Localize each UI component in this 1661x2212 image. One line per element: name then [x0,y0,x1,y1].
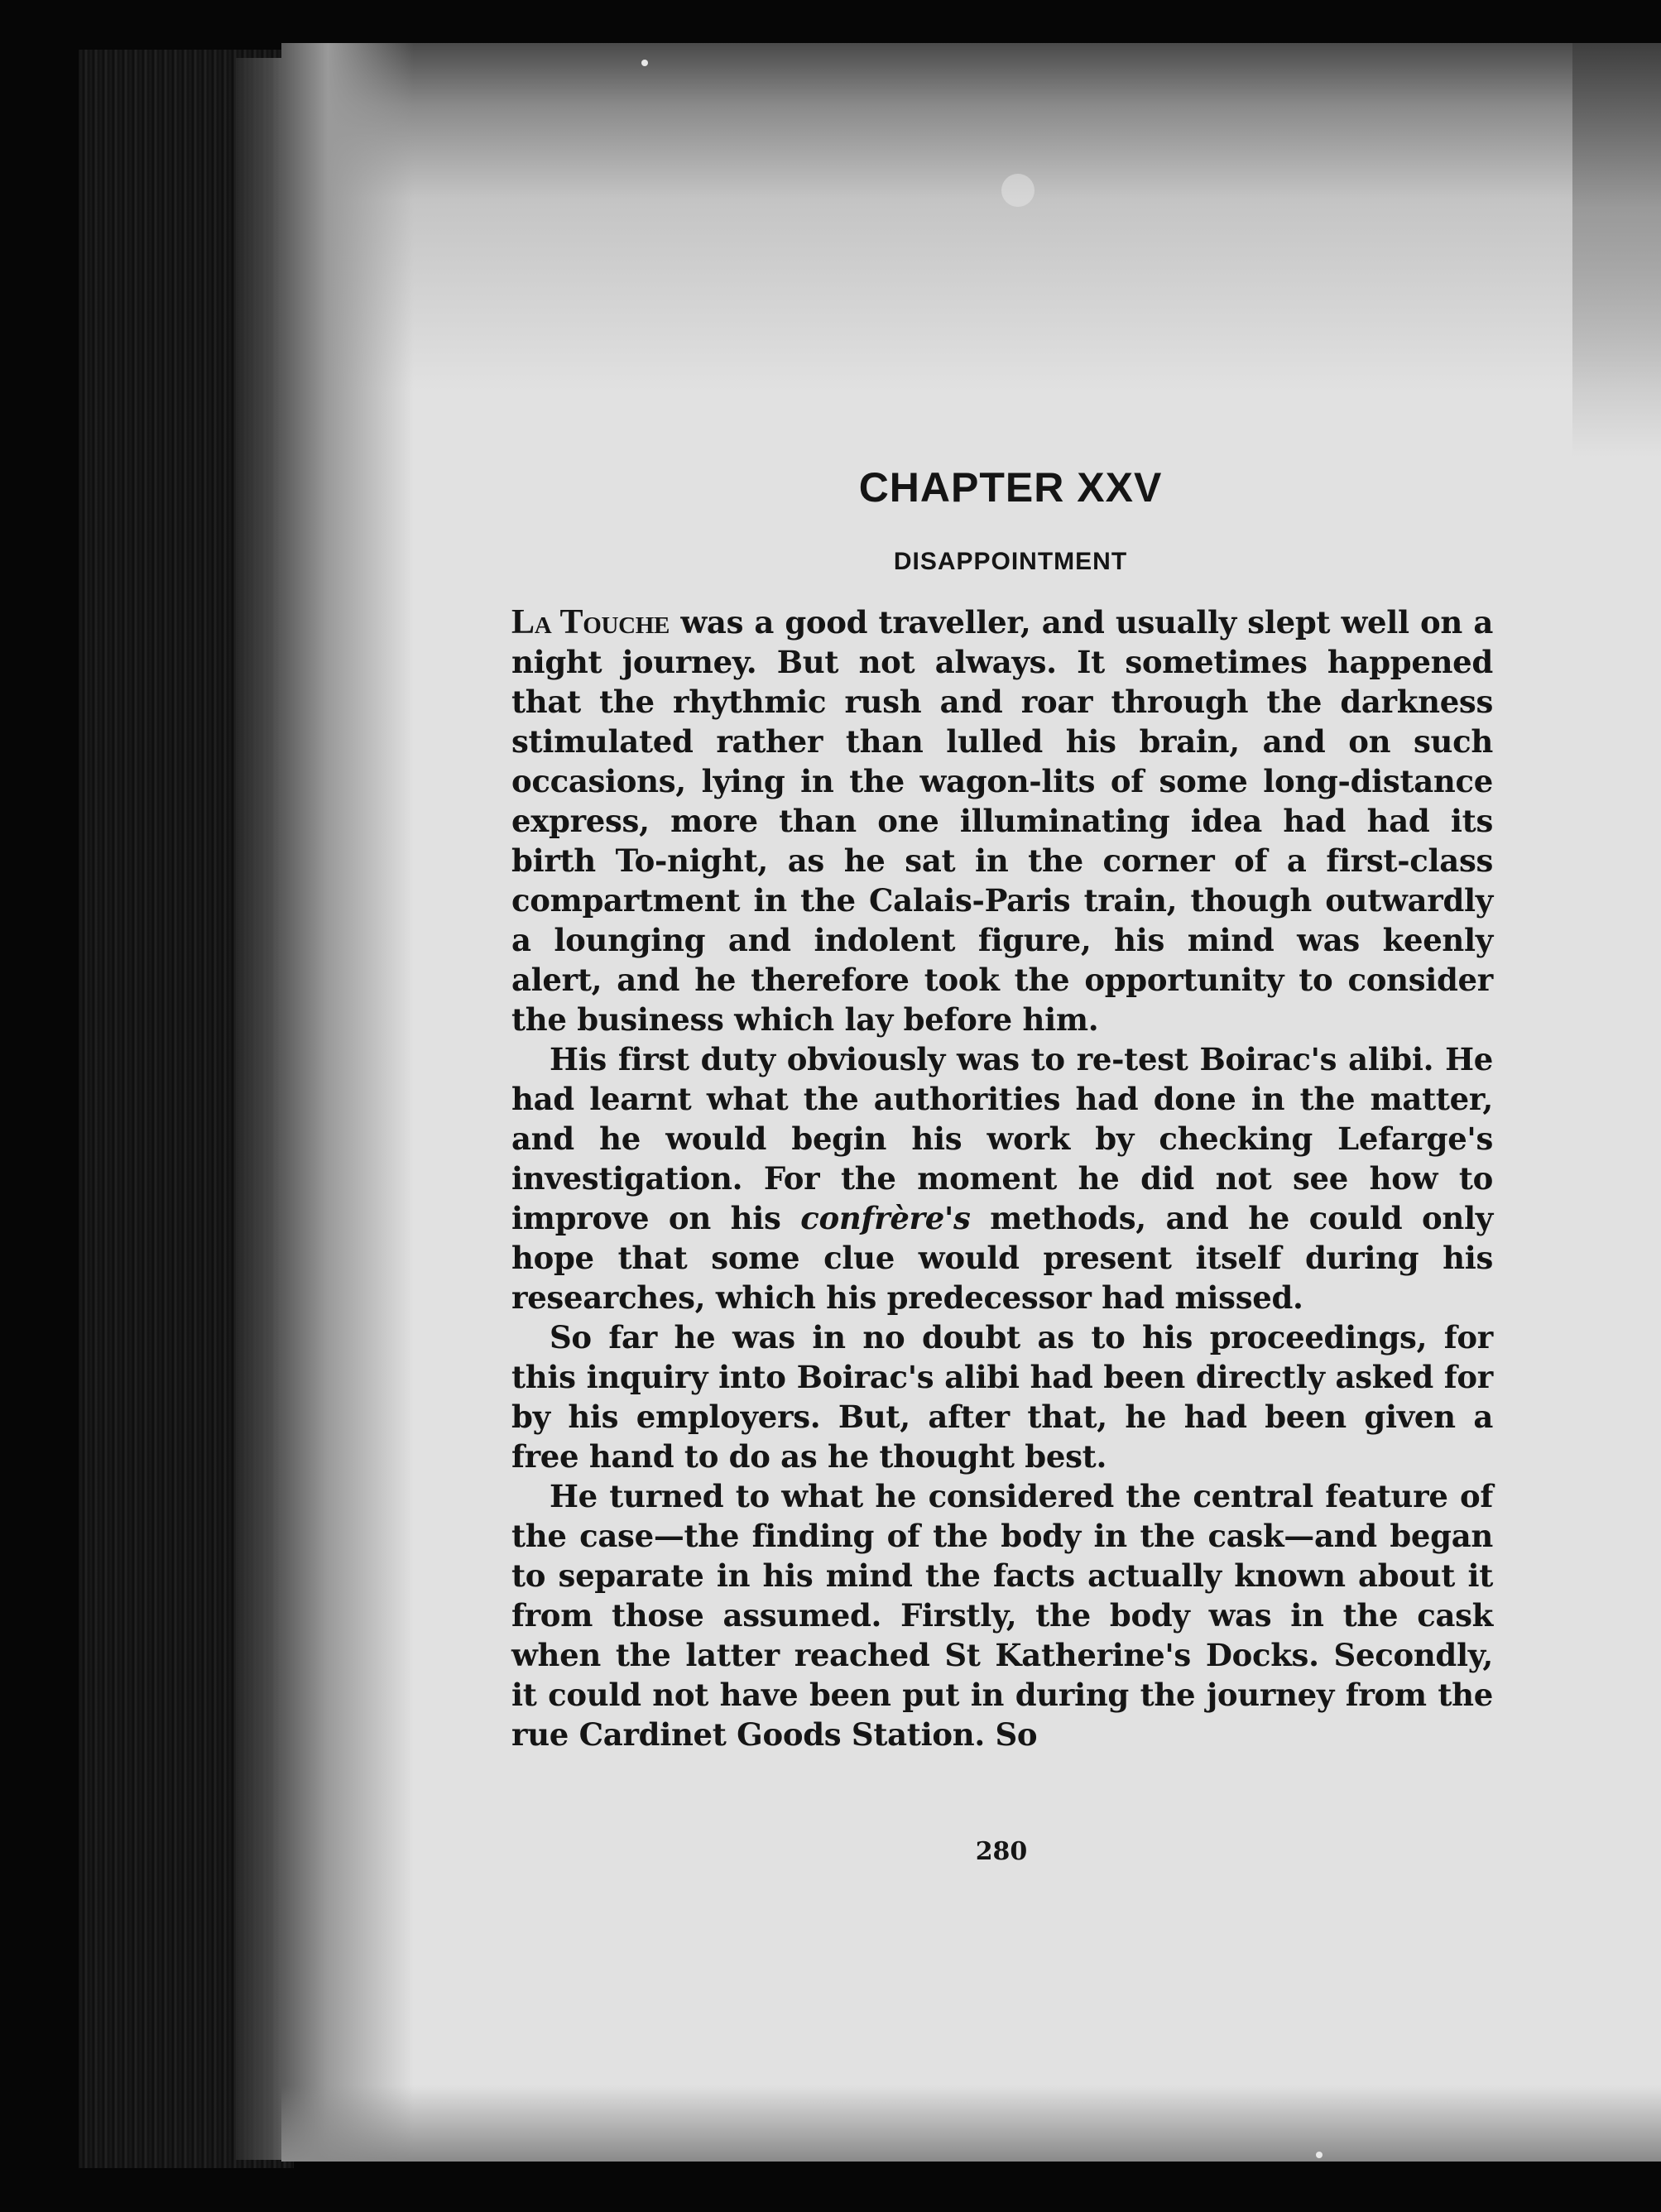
paragraph-text: methods, and he could only hope that some clue would present itself during his researches, which his predecessor had missed. [511,1200,1493,1316]
paragraph-text: His first duty obviously was to re-test Boirac's alibi. He had learnt what the authorities had done in the matter, and he would begin his work by checking Lefarge's investigation. For the moment he did not see how to improve on his [511,1041,1493,1236]
dust-speck [1316,2152,1323,2158]
page-text [511,463,1493,1754]
scan-shadow-left [281,43,414,2162]
dust-speck [1001,174,1035,207]
page-number: 280 [975,1837,1028,1866]
paragraph-text: was a good traveller, and usually slept well on a night journey. But not always. It sometimes happened that the rhythmic rush and roar through the darkness stimulated rather than lulled his brain, and on such occasions, lying in the wagon-lits of some long-distance express, more than one illuminating idea had had its birth To-night, as he sat in the corner of a first-class compartment in the Calais-Paris train, though outwardly a lounging and indolent figure, his mind was keenly alert, and he therefore took the opportunity to consider the business which lay before him. [511,604,1493,1038]
scan-shadow-bottom [281,2085,1661,2162]
paragraph [511,1476,1493,1754]
paragraph [511,1039,1493,1317]
scan-shadow-right [1572,43,1661,457]
paragraph-lead: La Touche [511,603,670,641]
paragraph [511,1317,1493,1476]
dust-speck [641,60,648,66]
chapter-title: CHAPTER XXV [858,464,1163,511]
paragraph [511,602,1493,1039]
chapter-subtitle: DISAPPOINTMENT [893,548,1128,575]
paragraph-text: He turned to what he considered the central feature of the case—the finding of the body in the cask—and began to separate in his mind the facts actually known about it from those assumed. Firstly, the body was in the cask when the latter reached St Katherine's Docks. Secondly, it could not have been put in during the journey from the rue Cardinet Goods Station. So [511,1478,1493,1753]
scan-shadow-top [281,43,1661,391]
italic-term: confrère's [800,1200,971,1236]
paragraph-text: So far he was in no doubt as to his proceedings, for this inquiry into Boirac's alibi had been directly asked for by his employers. But, after that, he had been given a free hand to do as he thought best. [511,1319,1493,1475]
